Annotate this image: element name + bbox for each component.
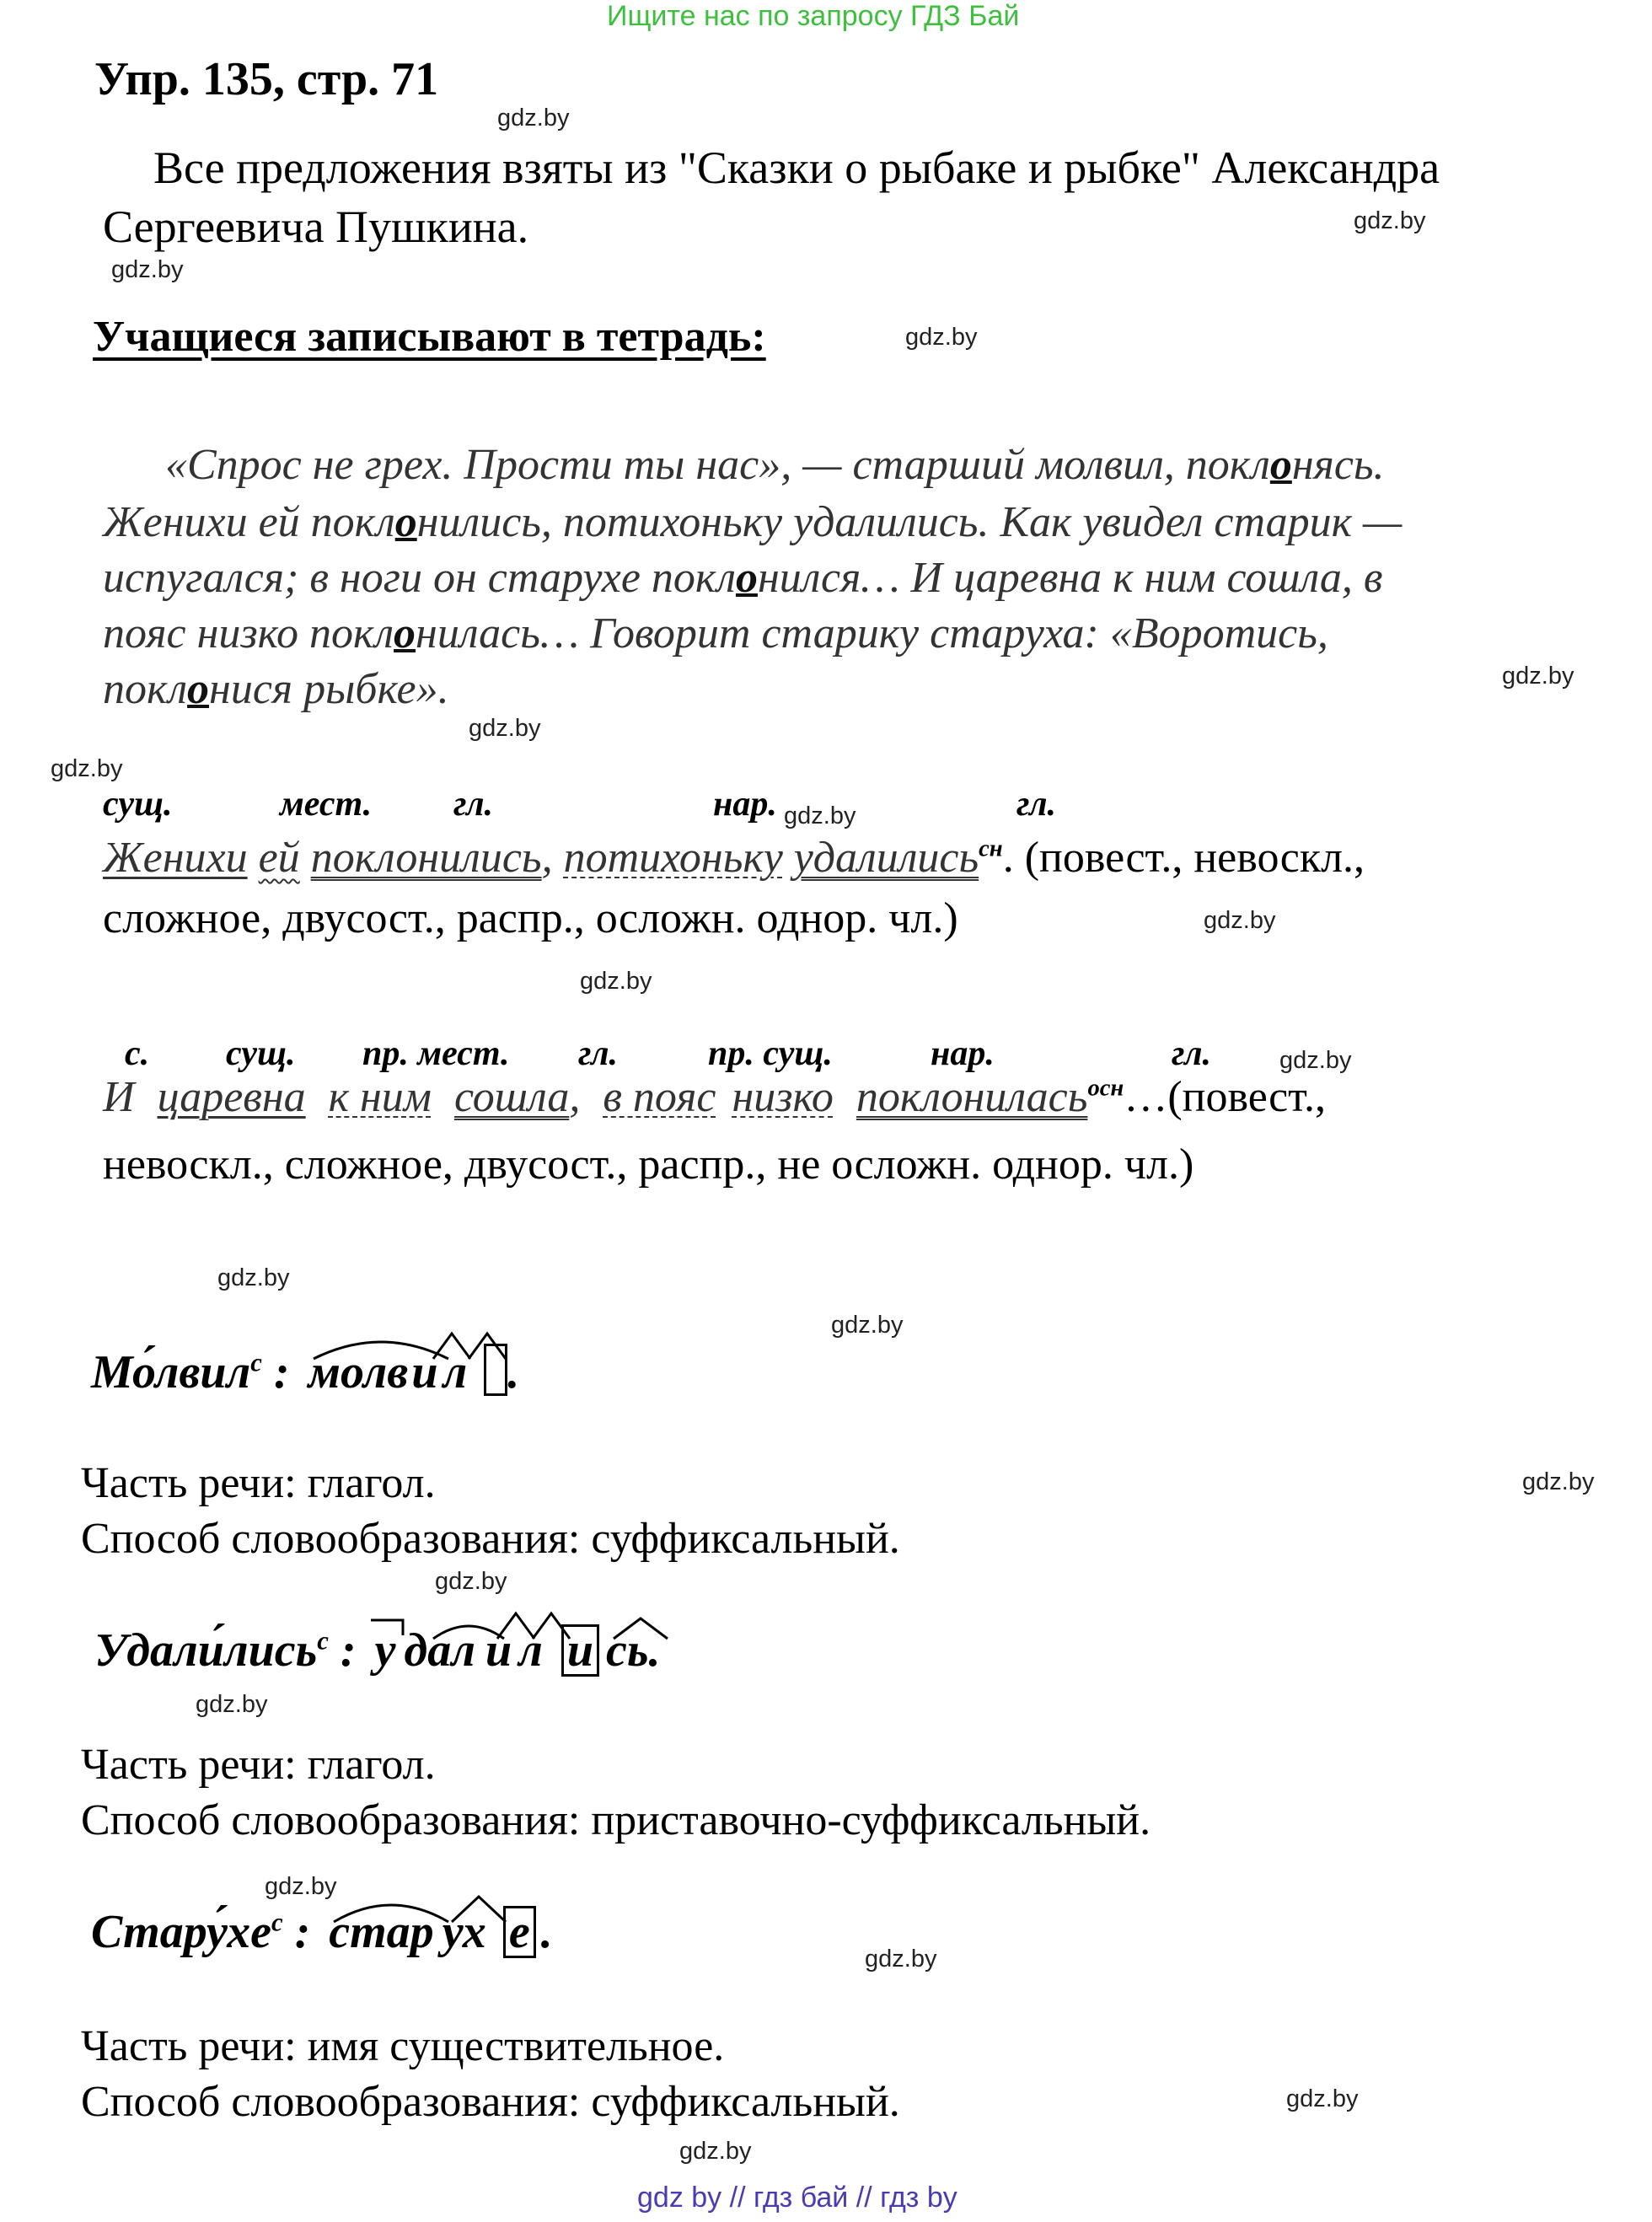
watermark: gdz.by <box>111 256 184 283</box>
footer-links[interactable]: gdz by // гдз бай // гдз by <box>637 2182 957 2214</box>
quote-line-2: Женихи ей поклонились, потихоньку удалились. Как увидел старик — <box>103 498 1403 546</box>
m3-part-of-speech: Часть речи: имя существительное. <box>81 2022 725 2070</box>
morph-udalilis: Удали́лись$^с$ : у дал и л и сь. <box>94 1624 661 1677</box>
ending-box: и <box>561 1624 599 1677</box>
page-title: Упр. 135, стр. 71 <box>94 53 439 105</box>
suffix-caret <box>497 1613 534 1639</box>
root-dal: дал <box>404 1624 475 1677</box>
watermark: gdz.by <box>905 324 978 351</box>
quote-line-4: пояс низко поклонилась… Говорит старику старуха: «Воротись, <box>103 609 1328 657</box>
watermark: gdz.by <box>580 968 652 995</box>
watermark: gdz.by <box>51 755 123 782</box>
watermark: gdz.by <box>1286 2085 1359 2112</box>
intro-line-2: Сергеевича Пушкина. <box>103 201 529 252</box>
m3-method: Способ словообразования: суффиксальный. <box>81 2078 900 2126</box>
s2-label-verb: гл. <box>578 1034 619 1073</box>
prefix-corner <box>371 1620 403 1635</box>
suffix-caret <box>452 1897 506 1922</box>
morph-molvil: Мо́лвил$^с$ : молви л . <box>91 1344 519 1399</box>
quote-line-1: «Спрос не грех. Прости ты нас», — старший молвил, поклонясь. <box>165 441 1385 489</box>
watermark: gdz.by <box>469 715 541 742</box>
m2-method: Способ словообразования: приставочно-суффиксальный. <box>81 1796 1151 1844</box>
s1-characteristics: сложное, двусост., распр., осложн. однор. чл.) <box>103 894 958 942</box>
postfix-caret <box>614 1618 668 1639</box>
m1-method: Способ словообразования: суффиксальный. <box>81 1515 900 1563</box>
s2-label-adverb: нар. <box>931 1034 995 1073</box>
quote-line-3: испугался; в ноги он старухе поклонился… И царевна к ним сошла, в <box>103 554 1383 602</box>
suffix-i: и <box>485 1624 512 1677</box>
s1-label-adverb: нар. <box>713 785 777 824</box>
watermark: gdz.by <box>435 1568 507 1595</box>
watermark: gdz.by <box>196 1691 268 1718</box>
suffix-l: л <box>442 1346 468 1398</box>
prefix-u: у <box>374 1624 396 1677</box>
ending-box: е <box>503 1906 536 1958</box>
watermark: gdz.by <box>1522 1468 1595 1495</box>
watermark: gdz.by <box>679 2138 752 2165</box>
s1-label-verb-2: гл. <box>1016 785 1057 824</box>
m1-part-of-speech: Часть речи: глагол. <box>81 1459 436 1507</box>
watermark: gdz.by <box>1279 1047 1352 1074</box>
suffix-caret <box>533 1613 570 1639</box>
s2-label-prep-noun: пр. сущ. <box>708 1034 833 1073</box>
m2-part-of-speech: Часть речи: глагол. <box>81 1741 436 1789</box>
s2-label-noun: сущ. <box>226 1034 296 1073</box>
root-arc <box>334 1905 448 1922</box>
morph-staruhe: $Стару́хе^с$ : стар ух е . <box>91 1906 553 1958</box>
suffix-l: л <box>518 1624 543 1677</box>
watermark: gdz.by <box>831 1312 904 1339</box>
watermark: gdz.by <box>265 1873 337 1900</box>
quote-line-5: поклонися рыбке». <box>103 665 449 713</box>
s1-sentence: Женихи ей поклонились, потихоньку удалились$^{сн}$. (повест., невоскл., <box>103 834 1365 882</box>
root-molv: молв <box>308 1346 409 1398</box>
root-arc <box>314 1342 448 1359</box>
section-heading: Учащиеся записывают в тетрадь: <box>93 313 766 361</box>
intro-line-1: Все предложения взяты из "Сказки о рыбаке и рыбке" Александра <box>153 142 1440 193</box>
root-arc <box>433 1626 504 1639</box>
suffix-caret <box>469 1334 506 1359</box>
postfix-s: сь <box>606 1624 649 1677</box>
watermark: gdz.by <box>497 105 570 131</box>
s2-label-prep-pron: пр. мест. <box>362 1034 510 1073</box>
s2-characteristics: невоскл., сложное, двусост., распр., не осложн. однор. чл.) <box>103 1141 1194 1189</box>
watermark: gdz.by <box>217 1264 290 1291</box>
root-star: стар <box>329 1906 434 1958</box>
s2-label-conj: с. <box>125 1034 150 1073</box>
suffix-uh: ух <box>442 1906 486 1958</box>
watermark: gdz.by <box>1502 663 1574 690</box>
watermark: gdz.by <box>784 802 856 829</box>
top-banner: Ищите нас по запросу ГДЗ Бай <box>607 0 1020 32</box>
s1-label-verb: гл. <box>453 785 494 824</box>
watermark: gdz.by <box>1354 207 1426 234</box>
s2-sentence: И царевна к ним сошла, в пояс низко поклонилась$^{осн}$…(повест., <box>103 1073 1326 1121</box>
watermark: gdz.by <box>865 1946 937 1972</box>
s1-label-noun: сущ. <box>103 785 173 824</box>
s2-label-verb-2: гл. <box>1172 1034 1212 1073</box>
suffix-i: и <box>411 1346 438 1398</box>
s1-label-pronoun: мест. <box>280 785 373 824</box>
watermark: gdz.by <box>1204 907 1276 934</box>
